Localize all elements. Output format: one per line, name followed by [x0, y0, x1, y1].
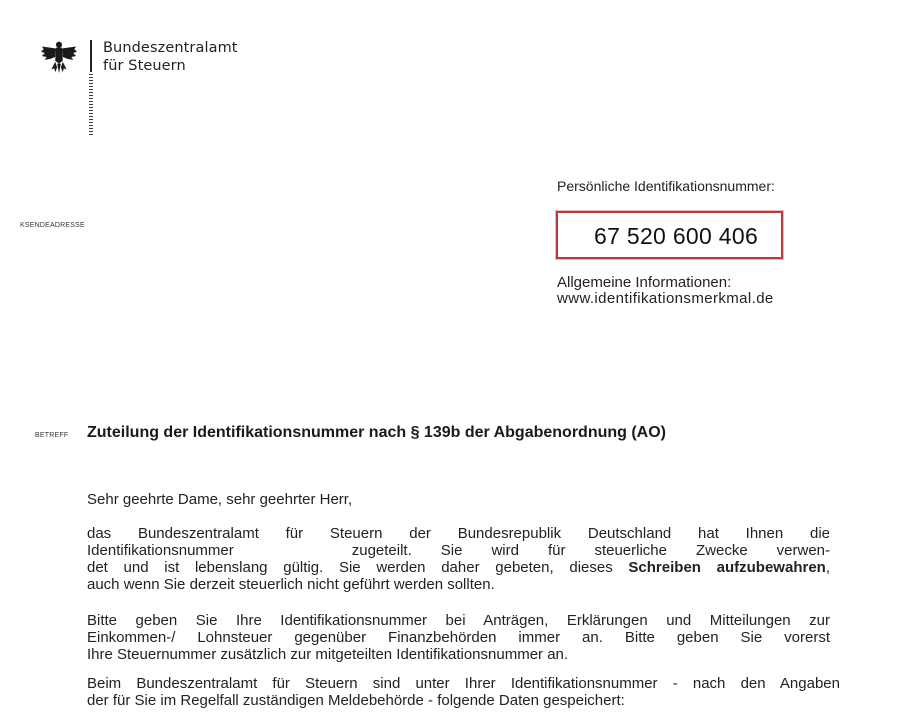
paragraph-1-line-3-end: ,	[825, 559, 830, 576]
sender-address-label: KSENDEADRESSE	[20, 222, 85, 229]
paragraph-1-line-1: das Bundeszentralamt für Steuern der Bundesrepublik Deutschland hat Ihnen die	[87, 525, 830, 542]
paragraph-3-line-2: der für Sie im Regelfall zuständigen Meldebehörde - folgende Daten gespeichert:	[87, 692, 625, 709]
agency-name-line-1: Bundeszentralamt	[103, 40, 238, 56]
id-number-label: Persönliche Identifikationsnummer:	[557, 178, 775, 194]
paragraph-3	[87, 675, 840, 709]
paragraph-1-bold-phrase: Schreiben aufzubewahren	[628, 559, 826, 576]
paragraph-2	[87, 612, 830, 663]
paragraph-1-line-2	[87, 542, 830, 559]
paragraph-1-line-3-start: det und ist lebenslang gültig. Sie werden daher gebeten, dieses	[87, 559, 613, 576]
paragraph-1	[87, 525, 830, 593]
salutation: Sehr geehrte Dame, sehr geehrter Herr,	[87, 491, 353, 508]
federal-eagle-icon	[40, 38, 78, 76]
general-info-label: Allgemeine Informationen:	[557, 274, 732, 291]
paragraph-1-line-3	[87, 559, 830, 576]
paragraph-2-line-1: Bitte geben Sie Ihre Identifikationsnummer bei Anträgen, Erklärungen und Mitteilungen zur	[87, 612, 830, 629]
info-website-link[interactable]: www.identifikationsmerkmal.de	[557, 290, 774, 307]
paragraph-3-line-1: Beim Bundeszentralamt für Steuern sind unter Ihrer Identifikationsnummer - nach den Angaben	[87, 675, 840, 692]
paragraph-1-line-4: auch wenn Sie derzeit steuerlich nicht geführt werden sollten.	[87, 576, 495, 593]
paragraph-2-line-2: Einkommen-/ Lohnsteuer gegenüber Finanzbehörden immer an. Bitte geben Sie vorerst	[87, 629, 830, 646]
agency-name-line-2: für Steuern	[103, 58, 186, 74]
paragraph-2-line-3: Ihre Steuernummer zusätzlich zur mitgeteilten Identifikationsnummer an.	[87, 646, 569, 663]
paragraph-1-line-2-end: zugeteilt. Sie wird für steuerliche Zwecke verwen-	[351, 542, 830, 559]
subject-line: Zuteilung der Identifikationsnummer nach § 139b der Abgabenordnung (AO)	[87, 424, 667, 441]
id-number-value: 67 520 600 406	[594, 223, 759, 249]
subject-label: BETREFF	[35, 432, 69, 439]
id-number-highlight-box	[556, 211, 783, 259]
logo-divider-bar	[88, 40, 94, 136]
paragraph-1-line-2-start: Identifikationsnummer	[87, 542, 234, 559]
